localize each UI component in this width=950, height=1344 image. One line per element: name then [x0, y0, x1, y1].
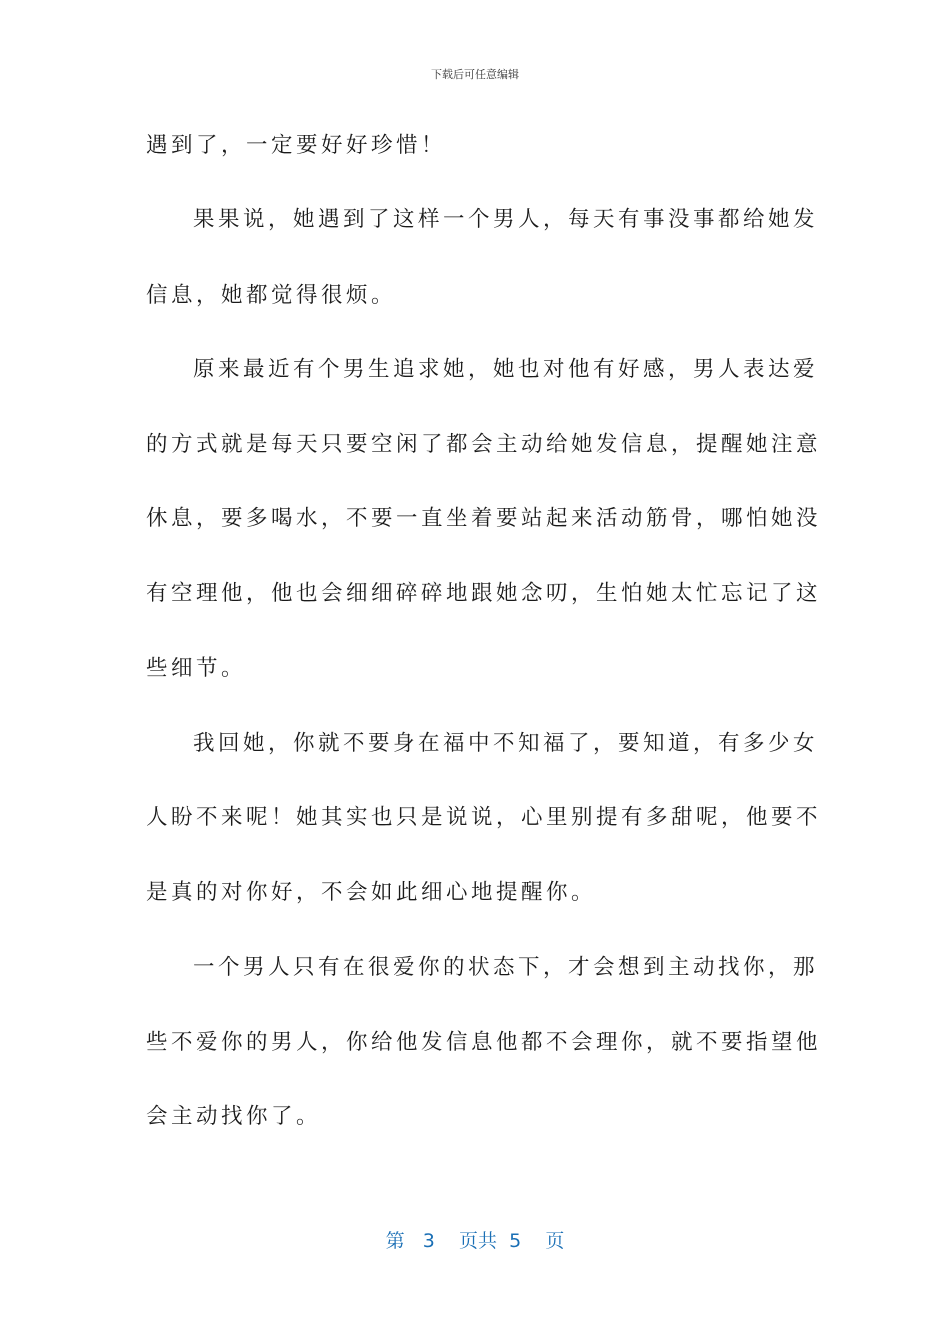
header-note: 下载后可任意编辑: [431, 68, 519, 81]
text-line: 人盼不来呢！她其实也只是说说，心里别提有多甜呢，他要不: [146, 805, 822, 830]
text-line: 有空理他，他也会细细碎碎地跟她念叨，生怕她太忙忘记了这: [146, 581, 822, 606]
paragraph-start-line: 我回她，你就不要身在福中不知福了，要知道，有多少女: [193, 731, 819, 756]
text-line: 会主动找你了。: [146, 1104, 322, 1129]
page-footer: [0, 1226, 950, 1253]
total-pages-number: 5: [509, 1230, 522, 1252]
footer-middle: 页共: [459, 1230, 498, 1252]
paragraph-start-line: 一个男人只有在很爱你的状态下，才会想到主动找你，那: [193, 955, 819, 980]
paragraph-start-line: 原来最近有个男生追求她，她也对他有好感，男人表达爱: [193, 357, 819, 382]
paragraph-start-line: 果果说，她遇到了这样一个男人，每天有事没事都给她发: [193, 207, 819, 232]
text-line: 些不爱你的男人，你给他发信息他都不会理你，就不要指望他: [146, 1030, 822, 1055]
text-line: 休息，要多喝水，不要一直坐着要站起来活动筋骨，哪怕她没: [146, 506, 822, 531]
text-line: 是真的对你好，不会如此细心地提醒你。: [146, 880, 597, 905]
text-line: 遇到了，一定要好好珍惜！: [146, 133, 447, 158]
text-line: 些细节。: [146, 656, 247, 681]
text-line: 的方式就是每天只要空闲了都会主动给她发信息，提醒她注意: [146, 432, 822, 457]
footer-suffix: 页: [545, 1230, 565, 1252]
footer-prefix: 第: [385, 1230, 405, 1252]
text-line: 信息，她都觉得很烦。: [146, 283, 397, 308]
current-page-number: 3: [422, 1230, 435, 1252]
